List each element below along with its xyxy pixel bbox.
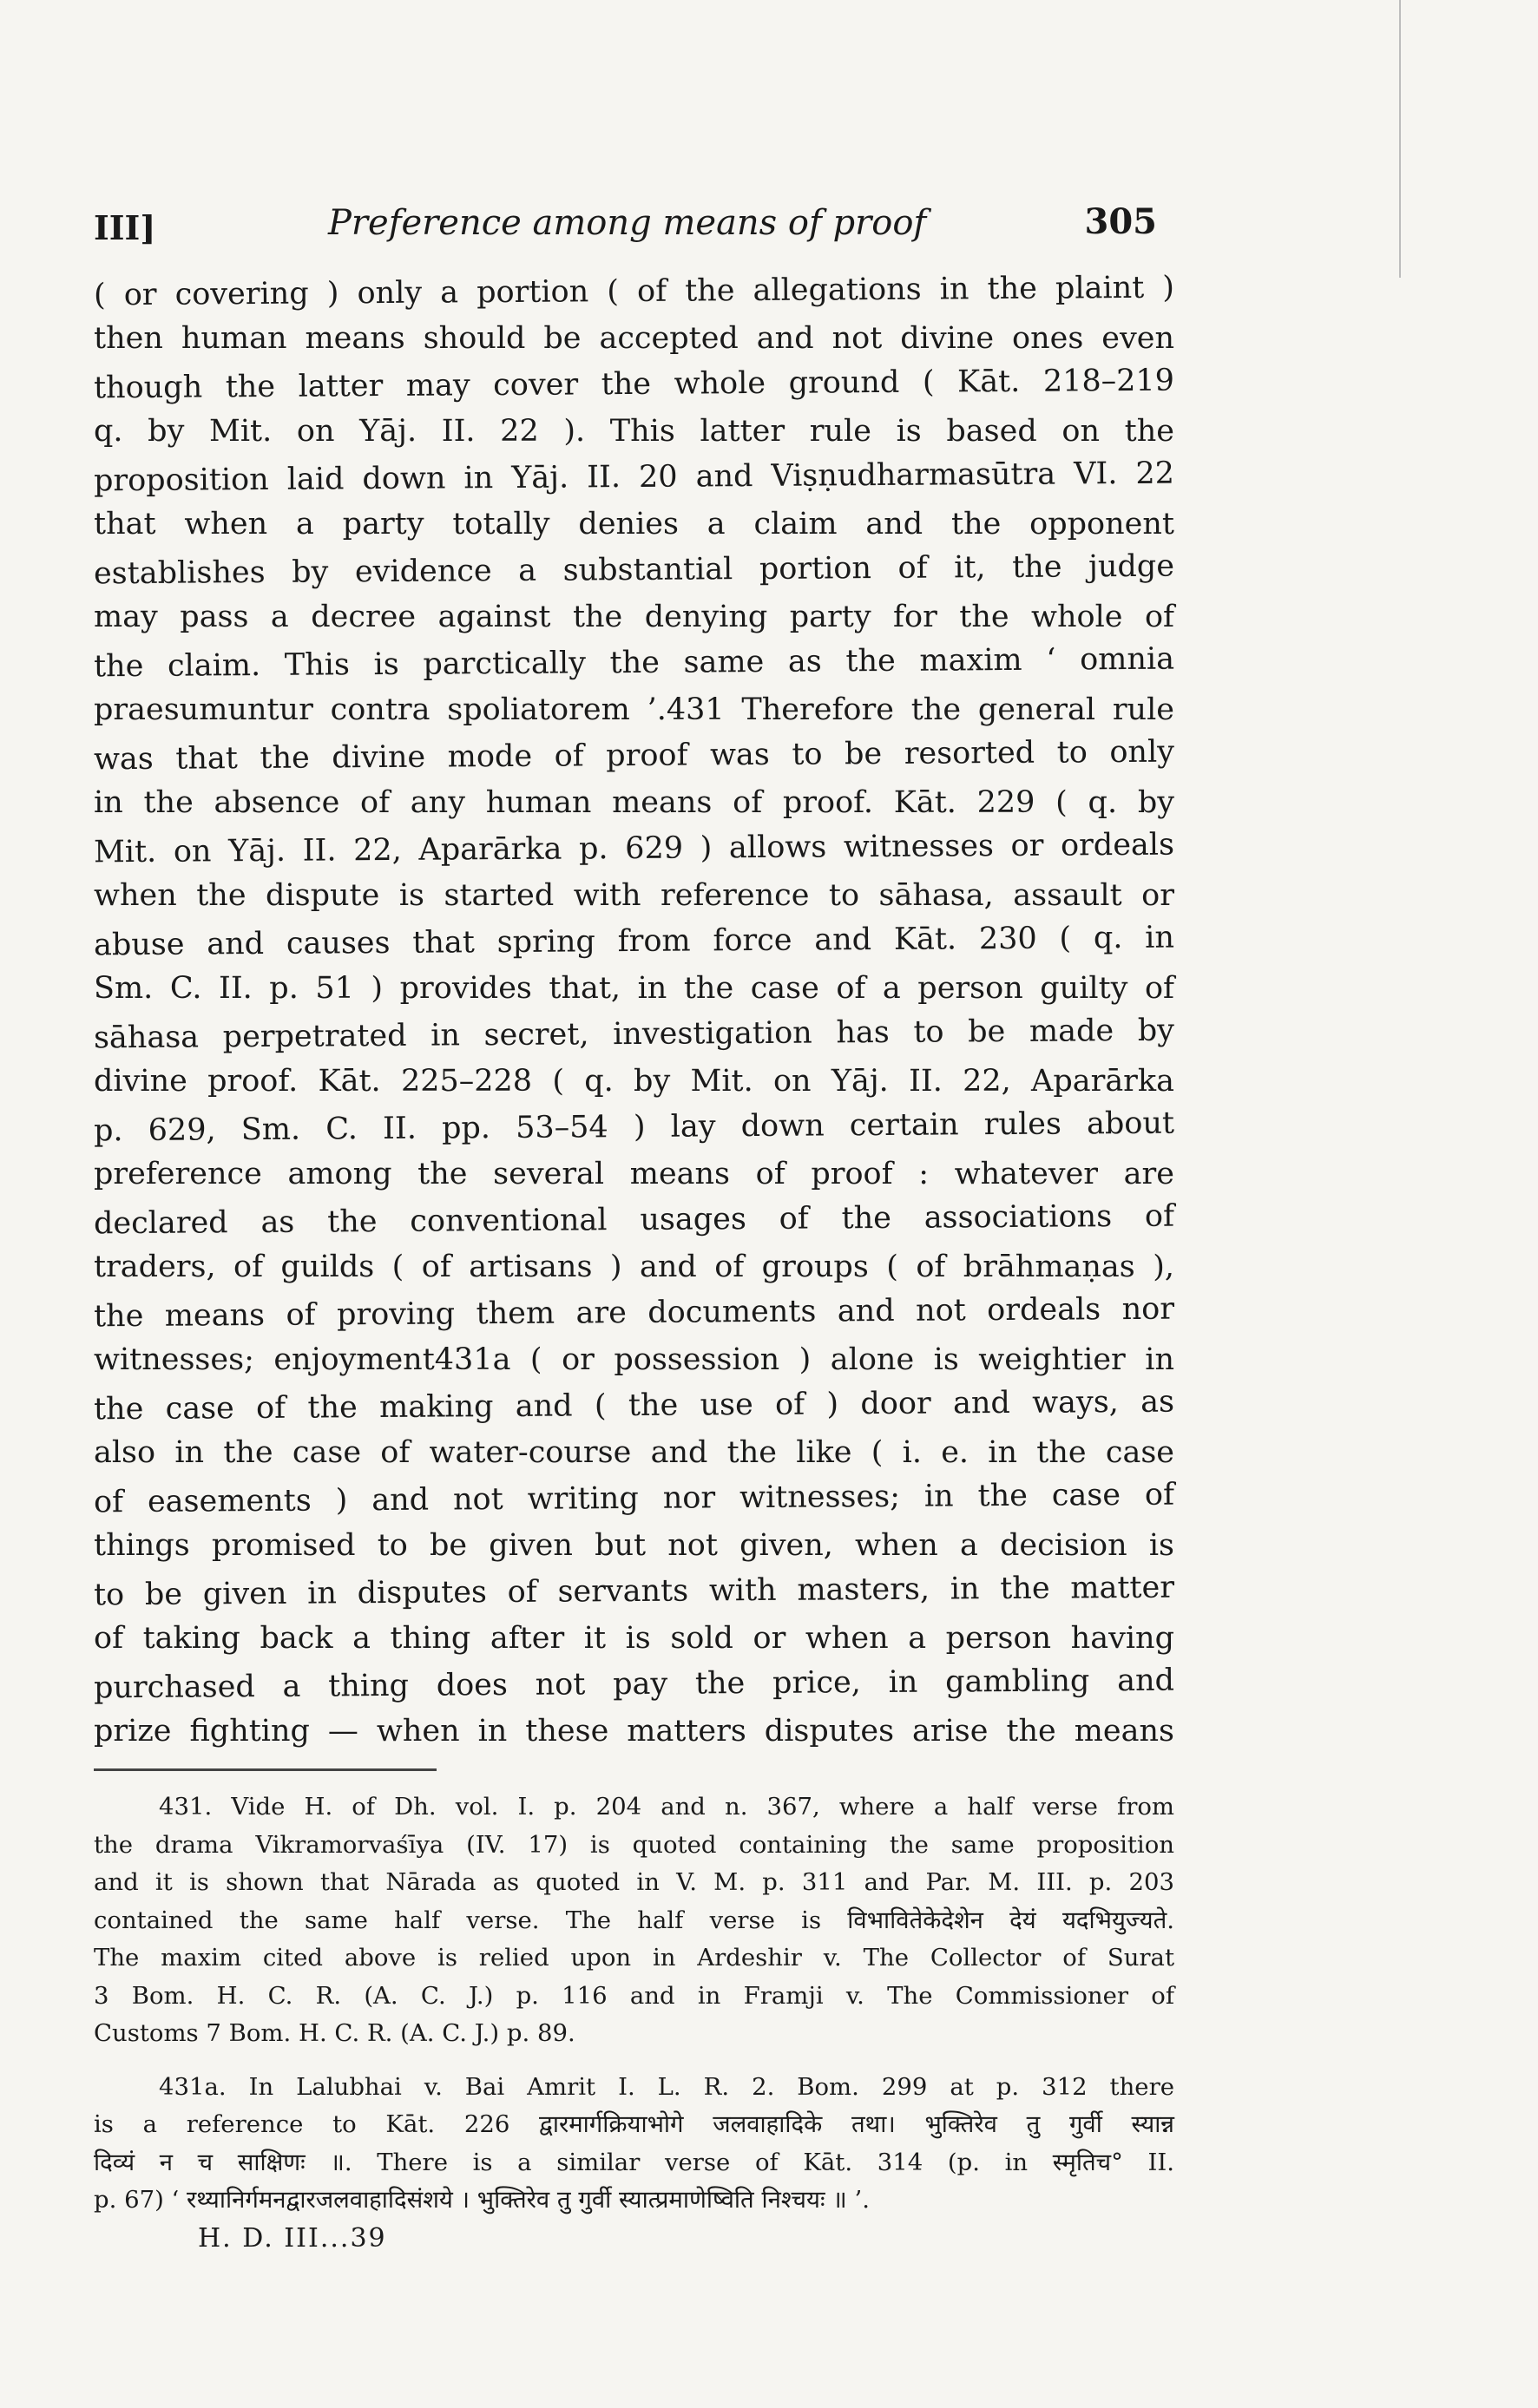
body-line: prize fighting — when in these matters disputes arise the means (94, 1713, 1174, 1749)
footnote-line: p. 67) ‘ रथ्यानिर्गमनद्वारजलवाहादिसंशये । भुक्तिरेव तु गुर्वी स्यात्प्रमाणेष्विति निश्चयः ॥ ’. (94, 2186, 870, 2214)
body-line: the case of the making and ( the use of ) door and ways, as (93, 1384, 1175, 1427)
body-line: in the absence of any human means of proof. Kāt. 229 ( q. by (94, 784, 1174, 820)
body-line: was that the divine mode of proof was to be resorted to only (93, 734, 1175, 778)
body-line: Sm. C. II. p. 51 ) provides that, in the case of a person guilty of (94, 970, 1174, 1006)
body-line: p. 629, Sm. C. II. pp. 53–54 ) lay down certain rules about (93, 1106, 1175, 1149)
body-line: divine proof. Kāt. 225–228 ( q. by Mit. on Yāj. II. 22, Aparārka (94, 1063, 1174, 1099)
section-marker: III] (94, 208, 156, 247)
body-line: abuse and causes that spring from force and Kāt. 230 ( q. in (93, 920, 1175, 963)
footnote-431 (94, 1788, 1174, 2053)
body-line: praesumuntur contra spoliatorem ’.431 Therefore the general rule (94, 692, 1174, 727)
body-line: that when a party totally denies a claim and the opponent (94, 506, 1174, 541)
body-line: traders, of guilds ( of artisans ) and of groups ( of brāhmaṇas ), (94, 1249, 1174, 1284)
margin-rule (1399, 0, 1401, 278)
body-line: of taking back a thing after it is sold or when a person having (94, 1620, 1174, 1656)
running-header (94, 182, 1174, 269)
body-line: the means of proving them are documents and not ordeals nor (93, 1291, 1175, 1335)
body-line: preference among the several means of proof : whatever are (94, 1156, 1174, 1191)
footnote-line: दिव्यं न च साक्षिणः ॥. There is a similar verse of Kāt. 314 (p. in स्मृतिच° II. (94, 2148, 1174, 2176)
body-line: q. by Mit. on Yāj. II. 22 ). This latter rule is based on the (94, 413, 1174, 449)
body-line: of easements ) and not writing nor witnesses; in the case of (93, 1477, 1175, 1520)
body-line: also in the case of water-course and the like ( i. e. in the case (94, 1434, 1174, 1470)
page-number: 305 (1084, 201, 1157, 242)
running-title: Preference among means of proof (328, 203, 927, 243)
footnote-line: and it is shown that Nārada as quoted in V. M. p. 311 and Par. M. III. p. 203 (94, 1868, 1174, 1896)
footnote-line: 3 Bom. H. C. R. (A. C. J.) p. 116 and in Framji v. The Commissioner of (94, 1981, 1174, 2010)
footnote-line: 431. Vide H. of Dh. vol. I. p. 204 and n. 367, where a half verse from (159, 1793, 1174, 1821)
footnote-line: the drama Vikramorvaśīya (IV. 17) is quoted containing the same proposition (94, 1830, 1174, 1859)
body-line: to be given in disputes of servants with masters, in the matter (93, 1570, 1175, 1613)
body-line: declared as the conventional usages of the associations of (93, 1198, 1175, 1242)
body-line: when the dispute is started with reference to sāhasa, assault or (94, 877, 1174, 913)
body-line: ( or covering ) only a portion ( of the allegations in the plaint ) (93, 270, 1175, 313)
footnote-431a (94, 2069, 1174, 2220)
signature-mark: H. D. III...39 (198, 2222, 387, 2254)
footnotes (94, 1788, 1174, 2220)
footnote-line: The maxim cited above is relied upon in Ardeshir v. The Collector of Surat (94, 1944, 1174, 1972)
page (94, 182, 1174, 2254)
body-line: the claim. This is parctically the same as the maxim ‘ omnia (93, 641, 1175, 685)
footnote-line: contained the same half verse. The half verse is विभाविते‍केदेशेन देयं यदभियुज्यते. (94, 1906, 1174, 1934)
footnote-separator (94, 1756, 437, 1771)
body-text (94, 269, 1174, 1755)
body-line: though the latter may cover the whole ground ( Kāt. 218–219 (93, 363, 1175, 406)
footnote-line: 431a. In Lalubhai v. Bai Amrit I. L. R. 2. Bom. 299 at p. 312 there (159, 2072, 1174, 2101)
body-line: Mit. on Yāj. II. 22, Aparārka p. 629 ) allows witnesses or ordeals (93, 827, 1175, 870)
body-line: establishes by evidence a substantial portion of it, the judge (93, 548, 1175, 592)
body-line: witnesses; enjoyment431a ( or possession ) alone is weightier in (94, 1342, 1174, 1377)
footnote-line: is a reference to Kāt. 226 द्वारमार्गक्रियाभोगे जलवाहादिके तथा। भुक्तिरेव तु गुर्वी स्यान्न (94, 2110, 1174, 2138)
body-line: things promised to be given but not given, when a decision is (94, 1527, 1174, 1563)
body-line: then human means should be accepted and not divine ones even (94, 320, 1174, 356)
footnote-line: Customs 7 Bom. H. C. R. (A. C. J.) p. 89. (94, 2019, 575, 2047)
body-line: purchased a thing does not pay the price, in gambling and (93, 1663, 1175, 1706)
body-line: proposition laid down in Yāj. II. 20 and Viṣṇudharmasūtra VI. 22 (93, 456, 1175, 499)
body-line: sāhasa perpetrated in secret, investigation has to be made by (93, 1013, 1175, 1056)
body-line: may pass a decree against the denying party for the whole of (94, 599, 1174, 634)
